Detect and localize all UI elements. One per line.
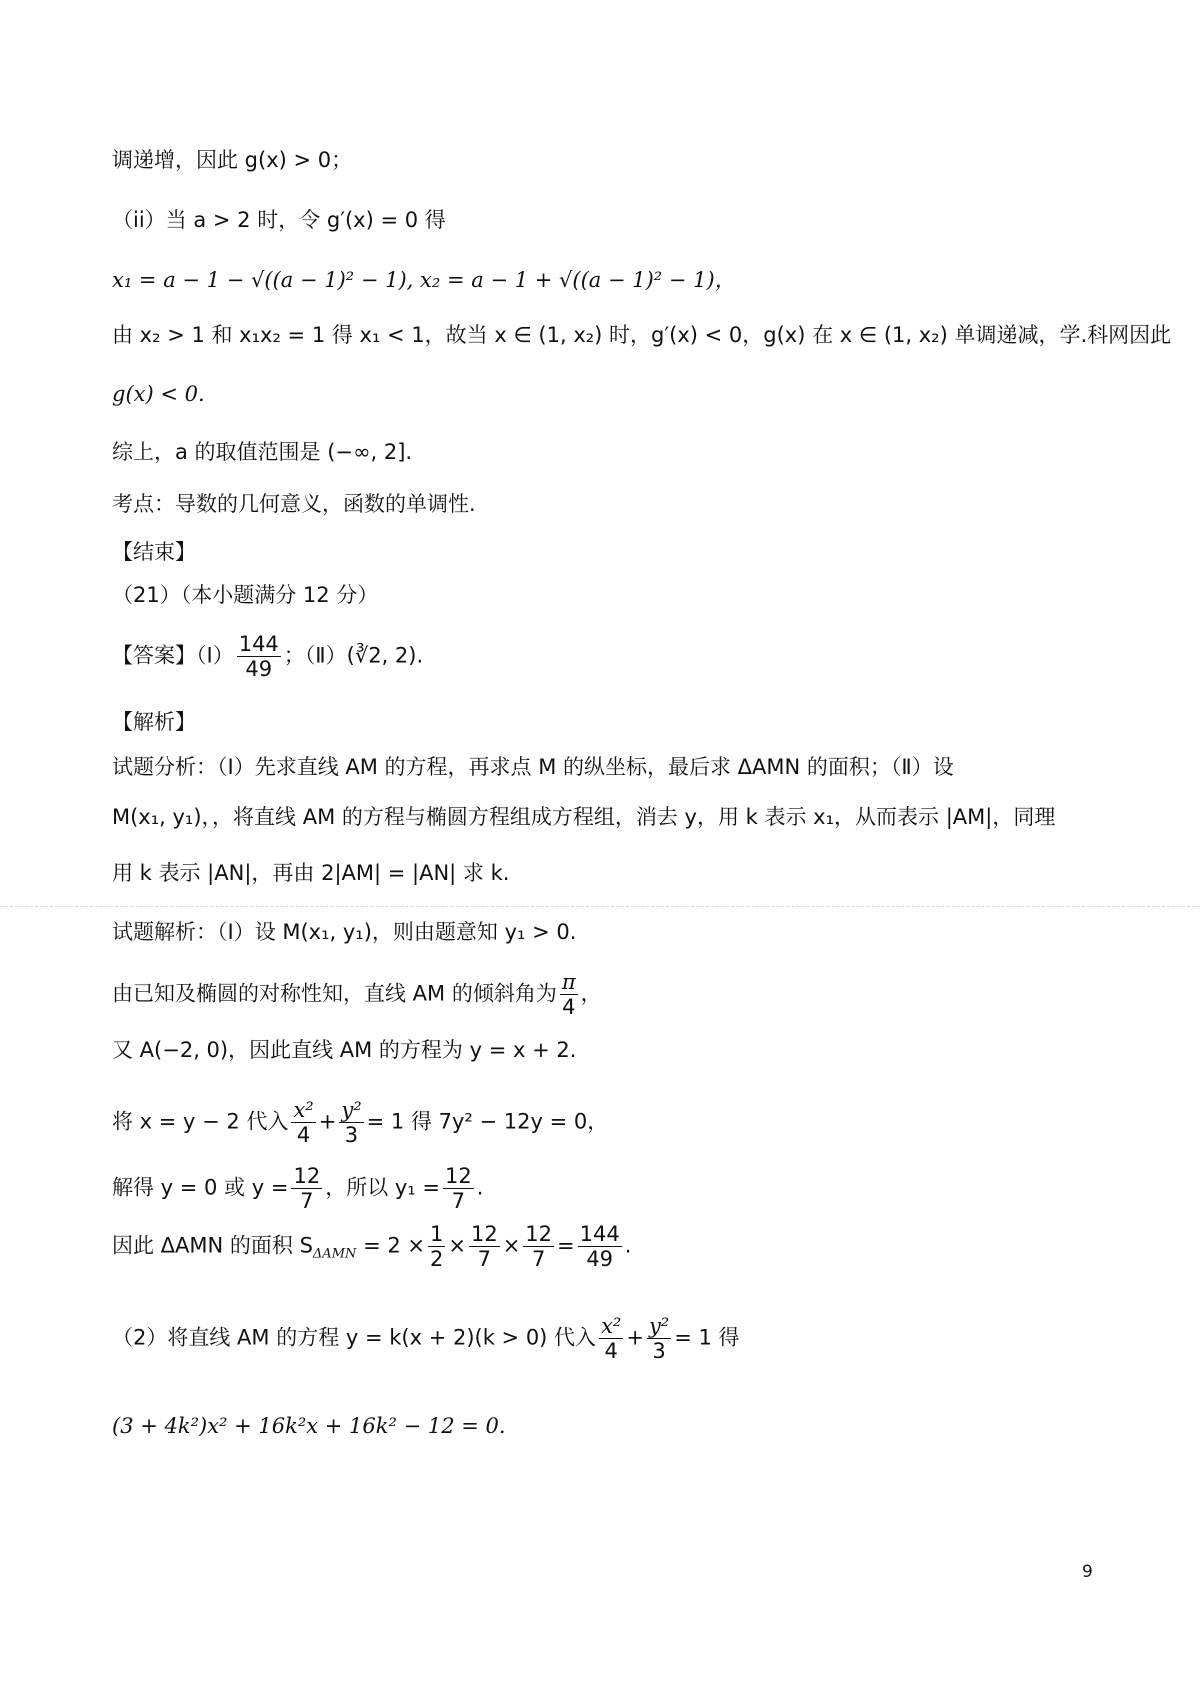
analysis-line-2: M(x₁, y₁)，，将直线 AM 的方程与椭圆方程组成方程组，消去 y，用 k 表示 x₁，从而表示 |AM|，同理 <box>112 805 1056 829</box>
period: . <box>624 1233 632 1258</box>
problem-heading: （21）（本小题满分 12 分） <box>112 583 379 607</box>
fraction-denominator: 49 <box>245 657 273 681</box>
text-line-conclusion: 综上，a 的取值范围是 (−∞, 2]. <box>112 440 413 464</box>
fraction-numerator: x² <box>293 1098 314 1122</box>
fraction-y2-over-3 <box>647 1314 671 1363</box>
fraction-denominator: 7 <box>477 1247 491 1271</box>
formula-line-roots: x₁ = a − 1 − √((a − 1)² − 1), x₂ = a − 1 + √((a − 1)² − 1)， <box>112 268 736 292</box>
analysis-line-3: 用 k 表示 |AN|，再由 2|AM| = |AN| 求 k. <box>112 861 510 885</box>
formula-line-quadratic: (3 + 4k²)x² + 16k²x + 16k² − 12 = 0. <box>112 1414 506 1438</box>
solution-text: ，所以 y₁ = <box>325 1175 440 1200</box>
solution-line-3: 又 A(−2, 0)，因此直线 AM 的方程为 y = x + 2. <box>112 1038 577 1062</box>
fraction-12-over-7 <box>523 1222 554 1271</box>
period: . <box>476 1175 484 1200</box>
solution-line-2 <box>112 970 602 1019</box>
fraction-x2-over-4 <box>599 1314 623 1363</box>
fraction-denominator: 4 <box>604 1339 618 1363</box>
text-line-4: 由 x₂ > 1 和 x₁x₂ = 1 得 x₁ < 1，故当 x ∈ (1, x₂) 时，g′(x) < 0，g(x) 在 x ∈ (1, x₂) 单调递减，学.科网因此 <box>112 323 1172 347</box>
solution-line-part2 <box>112 1314 740 1363</box>
solution-text: 由已知及椭圆的对称性知，直线 AM 的倾斜角为 <box>112 981 557 1006</box>
answer-label: 【答案】（Ⅰ） <box>112 643 234 668</box>
fraction-denominator: 7 <box>300 1189 314 1213</box>
times-sign: × <box>448 1233 466 1258</box>
plus-sign: + <box>318 1109 337 1134</box>
equals-sign: = <box>557 1233 575 1258</box>
solution-text: 因此 ΔAMN 的面积 S <box>112 1233 313 1258</box>
text-line-topic: 考点：导数的几何意义，函数的单调性. <box>112 492 476 516</box>
fraction-numerator: 144 <box>238 632 279 656</box>
fraction-denominator: 7 <box>531 1247 546 1271</box>
section-end-marker: 【结束】 <box>112 540 196 564</box>
fraction-numerator: 12 <box>525 1222 553 1246</box>
plus-sign: + <box>626 1325 644 1350</box>
fraction-numerator: 12 <box>470 1222 498 1246</box>
answer-fraction-1 <box>237 632 281 681</box>
answer-line <box>112 632 423 681</box>
fraction-12-over-7 <box>291 1164 322 1213</box>
fraction-12-over-7 <box>443 1164 474 1213</box>
fraction-numerator: y² <box>341 1098 362 1122</box>
fraction-x2-over-4 <box>291 1098 315 1147</box>
fraction-numerator: x² <box>601 1314 622 1338</box>
solution-line-1: 试题解析：（Ⅰ）设 M(x₁, y₁)，则由题意知 y₁ > 0. <box>112 920 577 944</box>
fraction-numerator: 12 <box>445 1164 472 1188</box>
fraction-pi-over-4 <box>560 970 578 1019</box>
solution-line-4 <box>112 1098 608 1147</box>
text-line-1: 调递增，因此 g(x) > 0； <box>112 148 353 172</box>
text-line-2: （ii）当 a > 2 时，令 g′(x) = 0 得 <box>112 208 446 232</box>
fraction-denominator: 4 <box>562 995 576 1019</box>
analysis-line-1: 试题分析：（Ⅰ）先求直线 AM 的方程，再求点 M 的纵坐标，最后求 ΔAMN 的面积；（Ⅱ）设 <box>112 755 954 779</box>
fraction-numerator: 12 <box>293 1164 321 1188</box>
fraction-denominator: 7 <box>451 1189 466 1213</box>
page-divider <box>0 906 1200 907</box>
fraction-denominator: 4 <box>296 1123 311 1147</box>
solution-text: 解得 y = 0 或 y = <box>112 1175 289 1200</box>
fraction-numerator: y² <box>648 1314 670 1338</box>
fraction-144-over-49 <box>578 1222 622 1271</box>
fraction-y2-over-3 <box>339 1098 363 1147</box>
solution-text: = 1 得 <box>674 1325 740 1350</box>
solution-text: = 2 × <box>356 1233 425 1258</box>
fraction-numerator: π <box>561 970 576 994</box>
page-number: 9 <box>1082 1562 1093 1582</box>
fraction-numerator: 144 <box>579 1222 620 1246</box>
fraction-denominator: 3 <box>652 1339 666 1363</box>
analysis-heading: 【解析】 <box>112 710 196 734</box>
answer-part-2: ；（Ⅱ）(∛2, 2). <box>283 643 424 668</box>
solution-line-area <box>112 1222 631 1271</box>
solution-text: = 1 得 7y² − 12y = 0， <box>366 1109 609 1134</box>
fraction-12-over-7 <box>469 1222 500 1271</box>
fraction-denominator: 3 <box>344 1123 359 1147</box>
solution-text: （2）将直线 AM 的方程 y = k(x + 2)(k > 0) 代入 <box>112 1325 597 1350</box>
solution-text: 将 x = y − 2 代入 <box>112 1109 289 1134</box>
solution-line-5 <box>112 1164 483 1213</box>
fraction-denominator: 2 <box>429 1247 444 1271</box>
fraction-half <box>428 1222 445 1271</box>
times-sign: × <box>502 1233 521 1258</box>
area-subscript: ΔAMN <box>312 1246 357 1262</box>
solution-text: ， <box>580 981 602 1006</box>
formula-line-g-negative: g(x) < 0. <box>112 382 205 406</box>
fraction-denominator: 49 <box>586 1247 614 1271</box>
fraction-numerator: 1 <box>429 1222 444 1246</box>
